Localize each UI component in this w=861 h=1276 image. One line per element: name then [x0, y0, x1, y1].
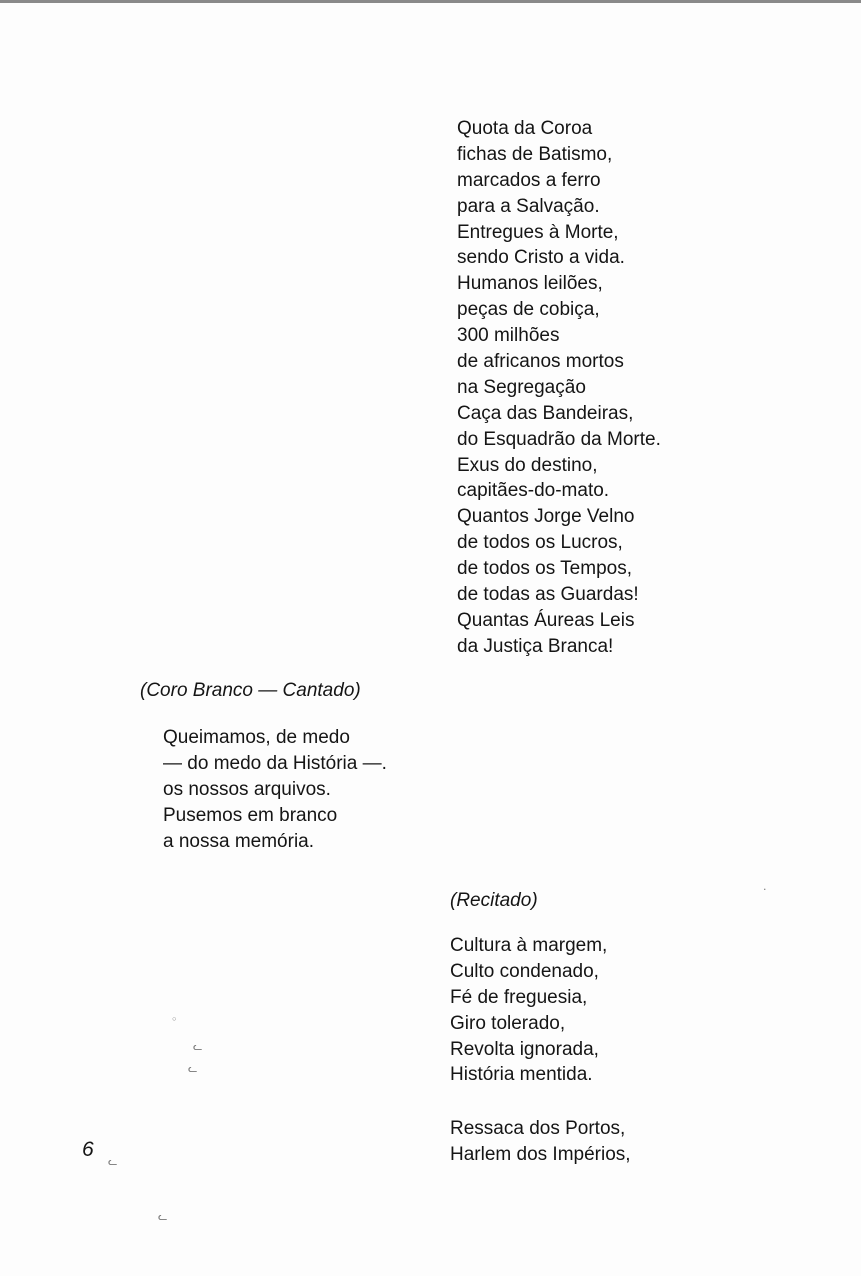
poem-stanza-3 [450, 933, 607, 1088]
page-number: 6 [82, 1138, 94, 1161]
poem-line: Quantos Jorge Velno [457, 506, 635, 528]
poem-line: de todos os Lucros, [457, 532, 623, 554]
poem-line: de todas as Guardas! [457, 584, 639, 606]
poem-line: 300 milhões [457, 325, 560, 347]
poem-line: História mentida. [450, 1064, 593, 1086]
poem-line: sendo Cristo a vida. [457, 247, 625, 269]
poem-line: Culto condenado, [450, 960, 599, 982]
poem-line: Ressaca dos Portos, [450, 1118, 626, 1139]
poem-line: Revolta ignorada, [450, 1038, 599, 1060]
poem-line: na Segregação [457, 376, 586, 398]
poem-line: — do medo da História —. [163, 752, 387, 774]
poem-stanza-2 [163, 725, 387, 854]
poem-line: Humanos leilões, [457, 273, 603, 295]
page-top-edge [0, 0, 861, 3]
ink-speck: · [763, 883, 767, 896]
ink-speck: ᓚ [193, 1040, 203, 1053]
poem-line: Entregues à Morte, [457, 221, 619, 243]
poem-line: Harlem dos Impérios, [450, 1143, 631, 1165]
poem-line: os nossos arquivos. [163, 778, 331, 800]
section-heading-recitado: (Recitado) [450, 890, 538, 911]
poem-line: Quota da Coroa [457, 118, 593, 139]
poem-line: da Justiça Branca! [457, 635, 614, 657]
poem-line: Giro tolerado, [450, 1012, 566, 1034]
poem-line: Fé de freguesia, [450, 986, 588, 1008]
poem-line: Quantas Áureas Leis [457, 609, 635, 631]
poem-line: do Esquadrão da Morte. [457, 428, 661, 450]
ink-speck: ᓚ [108, 1155, 118, 1168]
poem-line: Queimamos, de medo [163, 727, 350, 748]
poem-line: para a Salvação. [457, 195, 600, 217]
poem-line: Caça das Bandeiras, [457, 402, 634, 424]
poem-line: de todos os Tempos, [457, 558, 632, 580]
poem-line: marcados a ferro [457, 169, 601, 191]
poem-line: Cultura à margem, [450, 935, 608, 956]
poem-stanza-4 [450, 1116, 631, 1168]
ink-speck: ◦ [171, 1013, 178, 1026]
poem-line: fichas de Batismo, [457, 143, 613, 165]
poem-line: Pusemos em branco [163, 804, 338, 826]
section-heading-coro: (Coro Branco — Cantado) [140, 680, 361, 701]
poem-line: peças de cobiça, [457, 299, 600, 321]
poem-line: capitães-do-mato. [457, 480, 610, 502]
poem-line: Exus do destino, [457, 454, 598, 476]
poem-line: de africanos mortos [457, 351, 624, 373]
poem-stanza-1 [457, 116, 661, 660]
poem-line: a nossa memória. [163, 830, 315, 852]
ink-speck: ᓚ [188, 1062, 198, 1075]
ink-speck: ᓚ [158, 1210, 168, 1223]
